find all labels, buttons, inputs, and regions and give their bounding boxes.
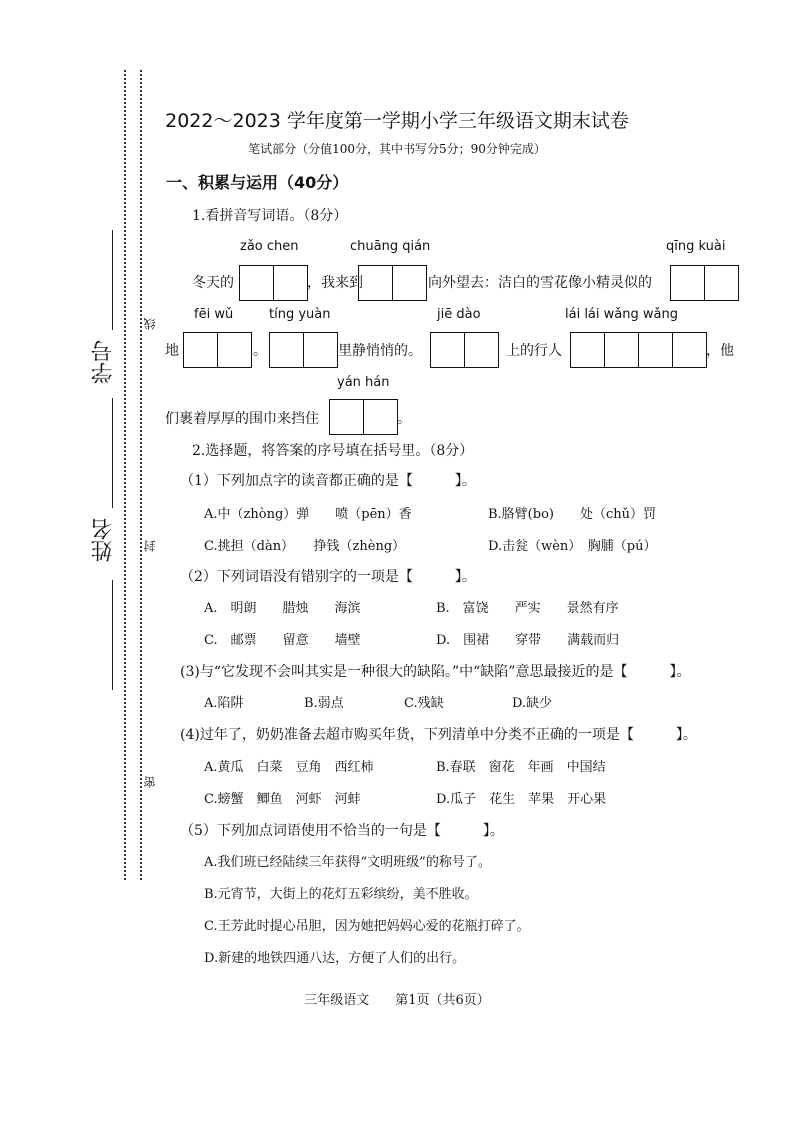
q2-3-option-c: C.残缺	[404, 696, 444, 711]
q2-5-stem: （5）下列加点词语使用不恰当的一句是【 】。	[180, 823, 504, 839]
exam-title: 2022～2023 学年度第一学期小学三年级语文期末试卷	[165, 110, 629, 132]
q2-4-option-c: C.螃蟹 鲫鱼 河虾 河蚌	[204, 792, 361, 807]
q1-text-4: 地	[165, 343, 179, 359]
section-heading: 一、积累与运用（40分）	[166, 173, 349, 192]
q2-5-option-a: A.我们班已经陆续三年获得“文明班级”的称号了。	[204, 855, 491, 870]
binding-dotted-line-outer	[124, 70, 126, 880]
q2-4-option-d: D.瓜子 花生 苹果 开心果	[436, 792, 607, 807]
q2-3-option-d: D.缺少	[512, 696, 553, 711]
q2-5-option-c: C.王芳此时提心吊胆，因为她把妈妈心爱的花瓶打碎了。	[204, 919, 530, 934]
q2-1-stem: （1）下列加点字的读音都正确的是【 】。	[180, 473, 476, 489]
q2-4-option-a: A.黄瓜 白菜 豆角 西红柿	[204, 760, 374, 775]
pinyin-zaochen: zǎo chen	[240, 239, 299, 254]
q1-text-5: 。	[253, 343, 267, 359]
q2-1-option-c: C.挑担（dàn） 挣钱（zhèng）	[204, 539, 406, 554]
answer-box-jiedao[interactable]	[430, 332, 499, 368]
q2-4-stem: (4)过年了，奶奶准备去超市购买年货，下列清单中分类不正确的一项是【 】。	[180, 727, 697, 743]
answer-box-zaochen[interactable]	[239, 265, 308, 301]
q2-4-option-b: B.春联 窗花 年画 中国结	[436, 760, 606, 775]
q1-text-9: 们裹着厚厚的围巾来挡住	[165, 411, 319, 427]
answer-box-chuangqian[interactable]	[358, 265, 427, 301]
q2-3-option-a: A.陷阱	[204, 696, 244, 711]
q2-heading: 2.选择题，将答案的序号填在括号里。（8分）	[192, 443, 474, 459]
student-id-line	[112, 230, 113, 330]
pinyin-feiwu: fēi wǔ	[194, 307, 234, 322]
pinyin-yanhan: yán hán	[337, 375, 390, 390]
pinyin-laiwang: lái lái wǎng wǎng	[565, 307, 678, 322]
q2-3-stem: (3)与“它发现不会叫其实是一种很大的缺陷。”中“缺陷”意思最接近的是【 】。	[180, 664, 691, 680]
q2-2-stem: （2）下列词语没有错别字的一项是【 】。	[180, 569, 476, 585]
q2-2-option-a: A. 明朗 腊烛 海滨	[204, 601, 361, 616]
q1-text-8: ，他	[706, 343, 734, 359]
q1-text-1: 冬天的	[192, 275, 234, 291]
answer-box-yanhan[interactable]	[329, 399, 398, 435]
pinyin-tingyuan: tíng yuàn	[269, 307, 331, 322]
seal-feng-char: 封	[143, 540, 157, 552]
class-line	[112, 580, 113, 690]
q1-text-6: 里静悄悄的。	[338, 343, 422, 359]
q2-2-option-c: C. 邮票 留意 墙壁	[204, 633, 361, 648]
q1-text-2: ，我来到	[307, 275, 363, 291]
q2-5-option-d: D.新建的地铁四通八达，方便了人们的出行。	[204, 951, 466, 966]
pinyin-qingkuai: qīng kuài	[666, 239, 726, 254]
seal-line-char: 线	[143, 318, 157, 330]
q2-1-option-a: A.中（zhòng）弹 喷（pēn）香	[204, 507, 412, 522]
page-footer: 三年级语文 第1页（共6页）	[304, 993, 490, 1008]
name-label: 姓名	[91, 518, 116, 562]
answer-box-qingkuai[interactable]	[670, 265, 739, 301]
pinyin-jiedao: jiē dào	[437, 307, 481, 322]
q1-heading: 1.看拼音写词语。（8分）	[192, 208, 348, 224]
q2-5-option-b: B.元宵节，大街上的花灯五彩缤纷，美不胜收。	[204, 887, 478, 902]
seal-mi-char: 密	[143, 776, 157, 788]
q2-1-option-b: B.胳臂(bo) 处（chǔ）罚	[488, 507, 657, 522]
q1-text-7: 上的行人	[506, 343, 562, 359]
student-id-label: 学号	[91, 340, 116, 384]
answer-box-laiwang[interactable]	[570, 332, 707, 368]
q2-2-option-d: D. 围裙 穿带 满载而归	[436, 633, 620, 648]
q1-text-3: 向外望去：洁白的雪花像小精灵似的	[428, 275, 652, 291]
q2-2-option-b: B. 富饶 严实 景然有序	[436, 601, 619, 616]
pinyin-chuangqian: chuāng qián	[350, 239, 431, 254]
q1-text-10: 。	[397, 411, 411, 427]
q2-1-option-d: D.击瓮（wèn） 胸脯（pú）	[488, 539, 657, 554]
q2-3-option-b: B.弱点	[304, 696, 344, 711]
binding-dotted-line-inner	[140, 70, 142, 880]
answer-box-tingyuan[interactable]	[269, 332, 338, 368]
name-line	[112, 398, 113, 508]
answer-box-feiwu[interactable]	[183, 332, 252, 368]
exam-subtitle: 笔试部分（分值100分，其中书写分5分；90分钟完成）	[248, 142, 546, 156]
